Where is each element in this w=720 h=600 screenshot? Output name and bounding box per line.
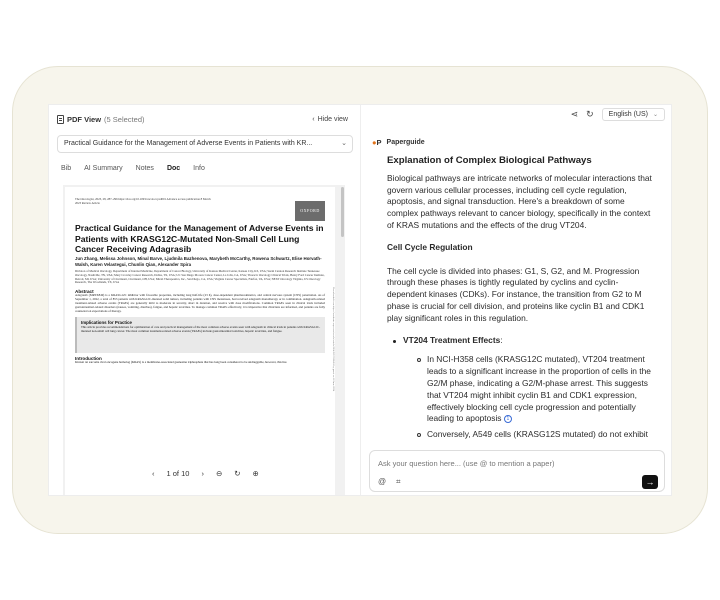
arrow-right-icon: → — [645, 477, 655, 487]
pdf-scrollbar[interactable] — [341, 187, 344, 237]
sub-bullet-icon — [417, 433, 421, 437]
pdf-tabs — [61, 165, 218, 172]
pdf-panel — [49, 105, 361, 496]
citation-badge[interactable]: 1 — [504, 415, 512, 423]
selected-count: (5 Selected) — [104, 114, 145, 124]
zoom-out-icon[interactable]: ⊖ — [215, 469, 223, 478]
share-icon[interactable]: ⋖ — [570, 109, 579, 119]
assistant-name: Paperguide — [386, 139, 425, 146]
pdf-page — [65, 187, 335, 496]
question-input[interactable]: Ask your question here... (use @ to mention a paper) — [378, 459, 555, 468]
chevron-left-icon: ‹ — [312, 115, 315, 123]
implications-text: This article provides recommendations for optimization of care and practical management of the most common adverse events seen with adagrasib in clinical trials in patients with KRASG12C-mutated non-small cell lung cancer. The most common treatment-related adverse events (TRAEs) include gastrointestinal toxicities, hepatic toxicities, and fatigue. — [81, 324, 321, 333]
document-select[interactable] — [57, 135, 353, 153]
language-select[interactable] — [602, 108, 665, 121]
download-note: Downloaded from https://academic.oup.com/oncolo/article/28/4/287/7068451 by guest on 18 June 2024 — [332, 287, 335, 392]
hide-view-label: Hide view — [317, 115, 348, 123]
question-box[interactable] — [369, 450, 665, 492]
answer-intro: Biological pathways are intricate networks of molecular interactions that govern various cellular processes, including cell cycle regulation, apoptosis, and signal transduction. Here's a breakdown of some complex pathways relevant to cancer biology, specifically in the context of KRAS mutations and the effects of the drug VT204. — [387, 172, 652, 230]
paper-affiliations: Division of Medical Oncology, Department of Internal Medicine, Department of Cancer Biology, University of Kansas Medical Center, Kansas City, KS, USA; Sarah Cannon Research Institute Tennessee Oncology, Nashville, TN, USA; Mary Crowley Cancer Research, Dallas, TX, USA; UC San Diego Moores Cancer Center, La Jolla, CA, USA; Thoracic Oncology Clinical Trials, Henry Ford Cancer Institute, Detroit, MI, USA; University of Cincinnati, Cincinnati, OH, USA; Mirati Therapeutics, Inc., San Diego, CA, USA; Virginia Cancer Specialists, Fairfax, VA, USA; NEXT Oncology Virginia, US Oncology Research, The Woodlands, TX, USA — [75, 269, 325, 285]
zoom-in-icon[interactable]: ⊕ — [252, 469, 259, 478]
paperguide-logo-icon: ●P — [372, 138, 382, 147]
page-indicator: 1 of 10 — [166, 469, 190, 478]
implications-heading: Implications for Practice — [81, 319, 132, 325]
paper-title: Practical Guidance for the Management of Adverse Events in Patients with KRASG12C-Mutated Non-Small Cell Lung Cancer Receiving Adagrasib — [75, 223, 324, 254]
sub-bullet-text: In NCI-H358 cells (KRASG12C mutated), VT204 treatment leads to a significant increase in the proportion of cells in the G2/M phase, indicating a G2/M-phase arrest. This suggests that VT204 might inhibit cyclin B1 and CDK1 expression, effectively blocking cell cycle progression and potentially leading to apoptosis — [427, 354, 651, 424]
hide-view-button[interactable] — [312, 116, 348, 123]
language-value: English (US) — [608, 111, 648, 118]
journal-reference: The Oncologist, 2023, 28, 287–296 https://doi.org/10.1093/oncolo/oyad001 Advance access publication 8 March 2023 Review Article — [75, 197, 211, 206]
tab-bib[interactable]: Bib — [61, 165, 72, 172]
chat-panel — [361, 105, 672, 496]
tab-ai-summary[interactable]: AI Summary — [84, 165, 123, 172]
rotate-icon[interactable]: ↻ — [234, 469, 241, 478]
sub-bullet-item — [387, 354, 655, 425]
chevron-down-icon: ⌄ — [341, 140, 347, 147]
tab-doc[interactable]: Doc — [166, 165, 181, 172]
prev-page-icon[interactable]: ‹ — [152, 469, 155, 478]
paper-authors: Jun Zhang, Melissa Johnson, Minal Barve, Ljudmila Bazhenova, Marybeth McCarthy, Rowena Schwartz, Elise Horvath-Walsh, Karen Velastegui, Chunlin Qian, Alexander Spira — [75, 256, 322, 268]
bullet-item — [387, 335, 655, 347]
abstract-text: Adagrasib (MRTX849) is a KRASG12C inhibitor with favorable properties, including long half-life (23 h), dose-dependent pharmacokinetics, and central nervous system (CNS) penetration. As of September 1, 2022, a total of 853 patients with KRASG12C-mutated solid tumors, including patients with CNS metastases, had received adagrasib monotherapy or in combination. Adagrasib-related treatment-related adverse events (TRAEs) are generally mild to moderate in severity, short in duration, and resolve with dose modifications. Common TRAEs seen in clinical trials included gastrointestinal-related disorders (nausea, vomiting, diarrhea), fatigue, and hepatic toxicities. To manage common TRAEs effectively, it is imperative that clinicians are informed, and patients are fully counseled on expectations of therapy. — [75, 293, 325, 313]
sub-bullet-item — [387, 429, 655, 441]
implications-box — [75, 317, 325, 353]
assistant-header — [372, 138, 425, 147]
crop-icon[interactable]: ⌗ — [396, 477, 401, 486]
document-icon — [57, 115, 64, 124]
bullet-dot-icon — [393, 340, 396, 343]
pdf-pager — [141, 467, 270, 480]
sub-bullet-icon — [417, 358, 421, 362]
mention-icon[interactable]: @ — [378, 477, 387, 486]
abstract-heading: Abstract — [75, 289, 94, 295]
answer-heading: Explanation of Complex Biological Pathways — [387, 155, 592, 166]
document-select-value: Practical Guidance for the Management of Adverse Events in Patients with KR... — [64, 140, 313, 147]
pdf-panel-header — [57, 112, 348, 126]
refresh-icon[interactable]: ↻ — [586, 109, 594, 119]
tab-notes[interactable]: Notes — [135, 165, 154, 172]
introduction-text: Kirsten rat sarcoma viral oncogene homolog (KRAS) is a membrane-associated guanosine triphosphate that has long been considered to be undruggable, however, this has — [75, 359, 287, 364]
section-body: The cell cycle is divided into phases: G1, S, G2, and M. Progression through these phases is tightly regulated by cyclins and cyclin-dependent kinases (CDKs). For instance, the transition from G2 to M phase is crucial for cell division, and proteins like cyclin B1 and CDK1 play significant roles in this regulation. — [387, 265, 645, 323]
introduction-heading: Introduction — [75, 355, 102, 361]
next-page-icon[interactable]: › — [201, 469, 204, 478]
publisher-logo: OXFORD — [295, 201, 325, 221]
sub-bullet-text: Conversely, A549 cells (KRASG12S mutated) do not exhibit — [427, 429, 648, 440]
pdf-viewer[interactable] — [63, 185, 345, 496]
send-button[interactable] — [642, 475, 658, 489]
bullet-colon: : — [500, 334, 503, 345]
pdf-view-title: PDF View — [67, 114, 102, 124]
section-title: Cell Cycle Regulation — [387, 241, 473, 252]
chevron-down-icon: ⌄ — [652, 112, 658, 118]
tab-info[interactable]: Info — [193, 165, 205, 172]
app-window — [48, 104, 672, 496]
assistant-answer — [387, 155, 655, 445]
bullet-title: VT204 Treatment Effects — [403, 334, 501, 345]
chat-toolbar — [571, 108, 665, 121]
